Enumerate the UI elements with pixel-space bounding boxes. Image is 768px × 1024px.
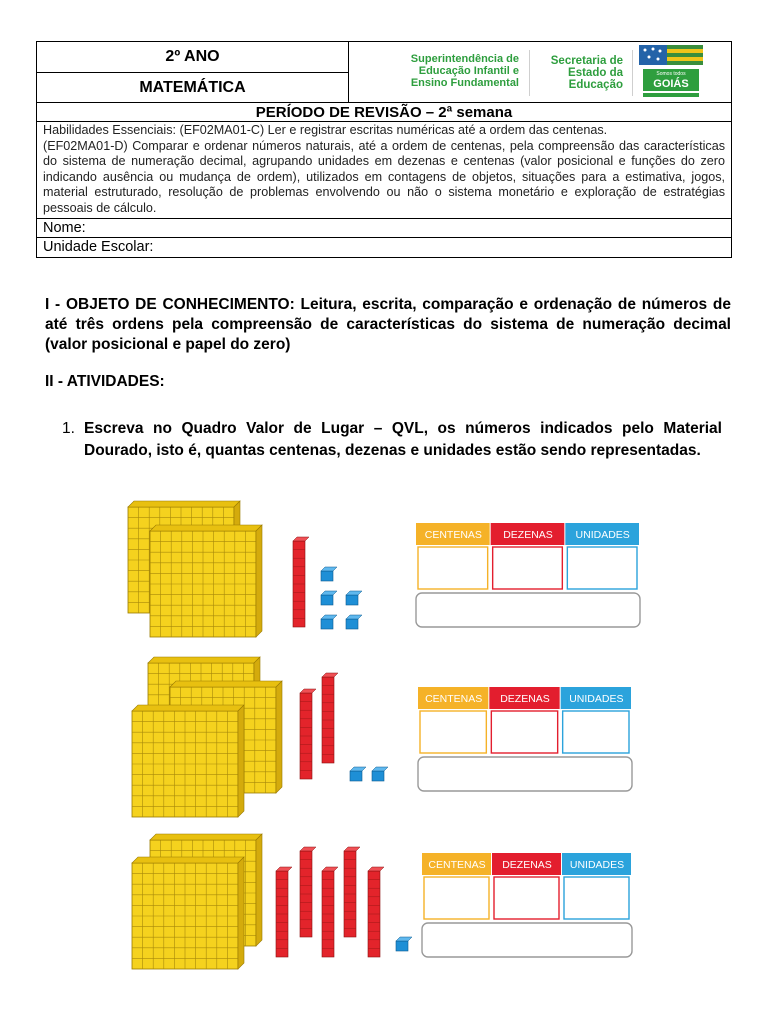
qvl-cell-dezenas: [494, 877, 559, 919]
goias-flag-logo: [639, 45, 703, 101]
ten-rod: [344, 847, 360, 937]
atividades-heading: II - ATIVIDADES:: [45, 373, 165, 390]
unit-cube: [396, 937, 412, 951]
secretaria-logo-text: Secretaria de Estado da Educação: [550, 55, 623, 91]
unit-cube: [321, 591, 337, 605]
ten-rod: [322, 867, 338, 957]
qvl-header-dezenas: DEZENAS: [503, 529, 553, 541]
qvl-cell-dezenas: [493, 547, 563, 589]
hundred-plate: [132, 857, 244, 969]
qvl-header-centenas: CENTENAS: [428, 859, 486, 871]
activity-1: [62, 418, 722, 462]
header-table: [36, 41, 732, 258]
nome-field[interactable]: Nome:: [37, 219, 731, 238]
qvl-cell-centenas: [424, 877, 489, 919]
qvl-cell-unidades: [563, 711, 629, 753]
qvl-header-dezenas: DEZENAS: [502, 859, 552, 871]
superintendencia-logo-text: Superintendência de Educação Infantil e Ensino Fundamental: [410, 53, 519, 89]
unit-cube: [350, 767, 366, 781]
qvl-header-unidades: UNIDADES: [575, 529, 630, 541]
unit-cube: [346, 615, 362, 629]
svg-text:Somos todos: Somos todos: [656, 71, 686, 77]
ten-rod: [322, 673, 338, 763]
qvl-header-unidades: UNIDADES: [569, 693, 624, 705]
objeto-conhecimento-label: I - OBJETO DE CONHECIMENTO: [45, 296, 290, 313]
qvl-answer-box: [422, 923, 632, 957]
hundred-plate: [150, 525, 262, 637]
unit-cube: [372, 767, 388, 781]
qvl-header-centenas: CENTENAS: [425, 693, 483, 705]
qvl-cell-unidades: [564, 877, 629, 919]
qvl-answer-box: [418, 757, 632, 791]
grade-label: 2º ANO: [37, 42, 348, 73]
ten-rod: [300, 847, 316, 937]
unit-cube: [321, 615, 337, 629]
goias-logo-text: GOIÁS: [653, 78, 689, 90]
habilidades-text: Habilidades Essenciais: (EF02MA01-C) Ler e registrar escritas numéricas até a ordem das centenas. (EF02MA01-D) Comparar e ordenar números naturais, até a ordem de centenas, pela compreensão das características do sistema de numeração decimal, agrupando unidades em dezenas e centenas (valor posicional e funções do zero indicando ausência ou mudança de ordem), utilizados em contagens de objetos, situações para a estimativa, jogos, material estruturado, resolução de problemas envolvendo ou não o sistema monetário e exploração de estratégias pessoais de cálculo.: [37, 122, 731, 219]
unidade-escolar-field[interactable]: Unidade Escolar:: [43, 239, 154, 255]
ten-rod: [276, 867, 292, 957]
objeto-conhecimento-text: : Leitura, escrita, comparação e ordenação de números de até três ordens pela compreensão de características do sistema de numeração decimal (valor posicional e papel do zero): [45, 296, 731, 353]
period-title: PERÍODO DE REVISÃO – 2ª semana: [37, 103, 731, 122]
qvl-cell-centenas: [418, 547, 488, 589]
qvl-cell-unidades: [567, 547, 637, 589]
ten-rod: [300, 689, 316, 779]
qvl-header-unidades: UNIDADES: [569, 859, 625, 871]
qvl-header-centenas: CENTENAS: [424, 529, 482, 541]
unit-cube: [346, 591, 362, 605]
subject-label: MATEMÁTICA: [139, 79, 246, 96]
objeto-conhecimento: [45, 295, 731, 355]
ten-rod: [293, 537, 309, 627]
material-dourado-figures: [120, 495, 650, 975]
activity-text: Escreva no Quadro Valor de Lugar – QVL, os números indicados pelo Material Dourado, isto é, quantas centenas, dezenas e unidades estão sendo representadas.: [84, 420, 722, 459]
activity-number: 1.: [62, 420, 75, 437]
qvl-cell-dezenas: [491, 711, 557, 753]
qvl-cell-centenas: [420, 711, 486, 753]
unit-cube: [321, 567, 337, 581]
logos-area: [349, 42, 731, 102]
qvl-answer-box: [416, 593, 640, 627]
qvl-header-dezenas: DEZENAS: [500, 693, 550, 705]
hundred-plate: [132, 705, 244, 817]
ten-rod: [368, 867, 384, 957]
